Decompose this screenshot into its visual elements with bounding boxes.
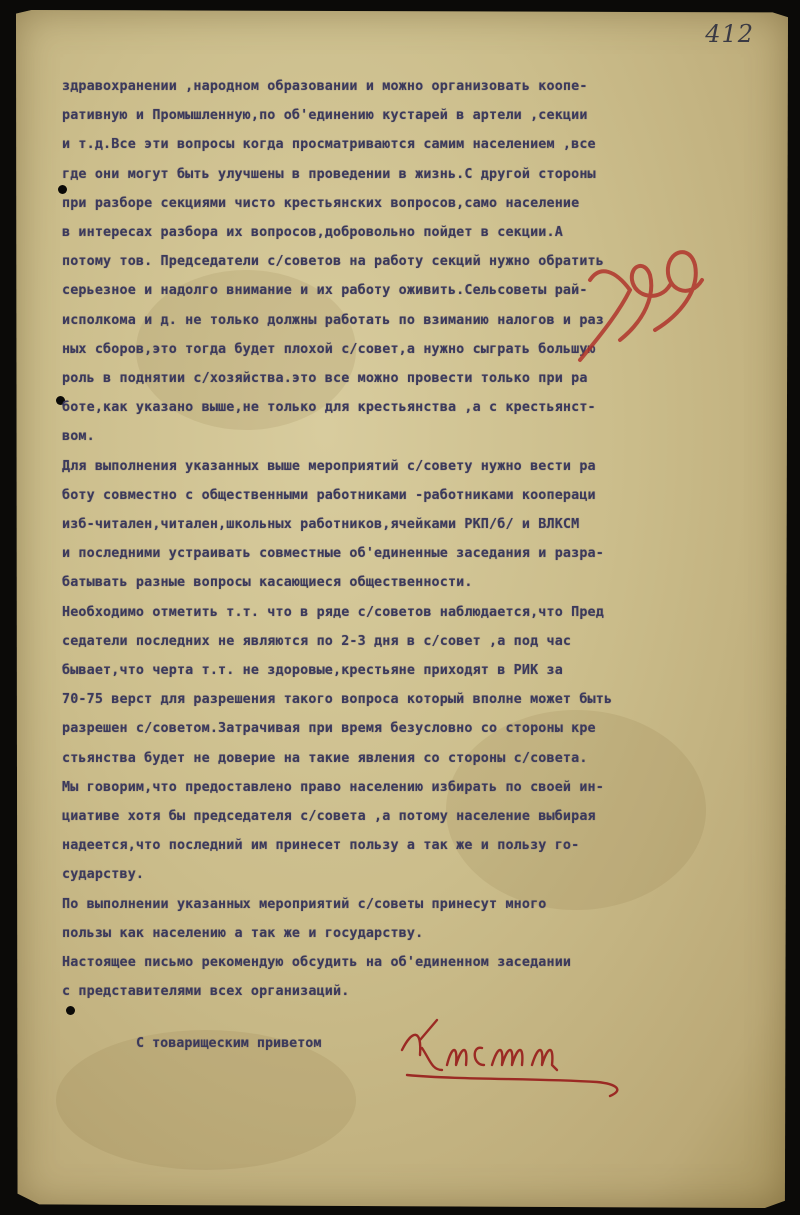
text-line: надеется,что последний им принесет пользу а так же и пользу го- bbox=[62, 838, 580, 854]
text-line: в интересах разбора их вопросов,добровольно пойдет в секции.А bbox=[62, 225, 563, 241]
text-line: вом. bbox=[62, 429, 95, 445]
text-line: батывать разные вопросы касающиеся общественности. bbox=[62, 575, 473, 591]
text-line: ных сборов,это тогда будет плохой с/совет,а нужно сыграть большую bbox=[62, 341, 596, 357]
handwritten-signature bbox=[392, 1010, 642, 1100]
text-line: с представителями всех организаций. bbox=[62, 984, 350, 1000]
folio-number: 412 bbox=[705, 20, 754, 48]
text-line: и т.д.Все эти вопросы когда просматриваются самим населением ,все bbox=[62, 137, 596, 153]
text-line: Для выполнения указанных выше мероприятий с/совету нужно вести ра bbox=[62, 458, 596, 474]
text-line: потому тов. Председатели с/советов на работу секций нужно обратить bbox=[62, 254, 604, 270]
text-line: По выполнении указанных мероприятий с/советы принесут много bbox=[62, 896, 547, 912]
text-line: и последними устраивать совместные об'единенные заседания и разра- bbox=[62, 546, 604, 562]
red-ink-stamp bbox=[560, 210, 710, 380]
text-line: разрешен с/советом.Затрачивая при время безусловно со стороны кре bbox=[62, 721, 596, 737]
text-line: ративную и Промышленную,по об'единению кустарей в артели ,секции bbox=[62, 108, 588, 124]
text-line: седатели последних не являются по 2-3 дня в с/совет ,а под час bbox=[62, 633, 572, 649]
text-line: при разборе секциями чисто крестьянских вопросов,само население bbox=[62, 195, 580, 211]
text-line: циативе хотя бы председателя с/совета ,а потому население выбирая bbox=[62, 809, 596, 825]
text-line: 70-75 верст для разрешения такого вопроса который вполне может быть bbox=[62, 692, 613, 708]
text-line: здравохранении ,народном образовании и можно организовать коопе- bbox=[62, 79, 588, 94]
text-line: серьезное и надолго внимание и их работу оживить.Сельсоветы рай- bbox=[62, 283, 588, 299]
text-line: где они могут быть улучшены в проведении в жизнь.С другой стороны bbox=[62, 166, 596, 182]
text-line: боту совместно с общественными работниками -работниками коопераци bbox=[62, 487, 596, 503]
text-line: Мы говорим,что предоставлено право населению избирать по своей ин- bbox=[62, 779, 604, 795]
text-line: стьянства будет не доверие на такие явления со стороны с/совета. bbox=[62, 750, 588, 766]
text-line: боте,как указано выше,не только для крестьянства ,а с крестьянст- bbox=[62, 400, 596, 416]
text-line: изб-читален,читален,школьных работников,ячейками РКП/б/ и ВЛКСМ bbox=[62, 517, 580, 533]
text-line: Настоящее письмо рекомендую обсудить на об'единенном заседании bbox=[62, 955, 572, 971]
text-line: роль в поднятии с/хозяйства.это все можно провести только при ра bbox=[62, 371, 588, 387]
text-line: сударству. bbox=[62, 867, 145, 883]
text-line: бывает,что черта т.т. не здоровые,крестьяне приходят в РИК за bbox=[62, 663, 563, 679]
closing-salutation: С товарищеским приветом bbox=[136, 1036, 322, 1051]
punch-hole bbox=[66, 1006, 75, 1015]
text-line: исполкома и д. не только должны работать по взиманию налогов и раз bbox=[62, 312, 604, 328]
text-line: Необходимо отметить т.т. что в ряде с/советов наблюдается,что Пред bbox=[62, 604, 604, 620]
paper-stain bbox=[56, 1030, 356, 1170]
text-line: пользы как населению а так же и государству. bbox=[62, 925, 424, 941]
